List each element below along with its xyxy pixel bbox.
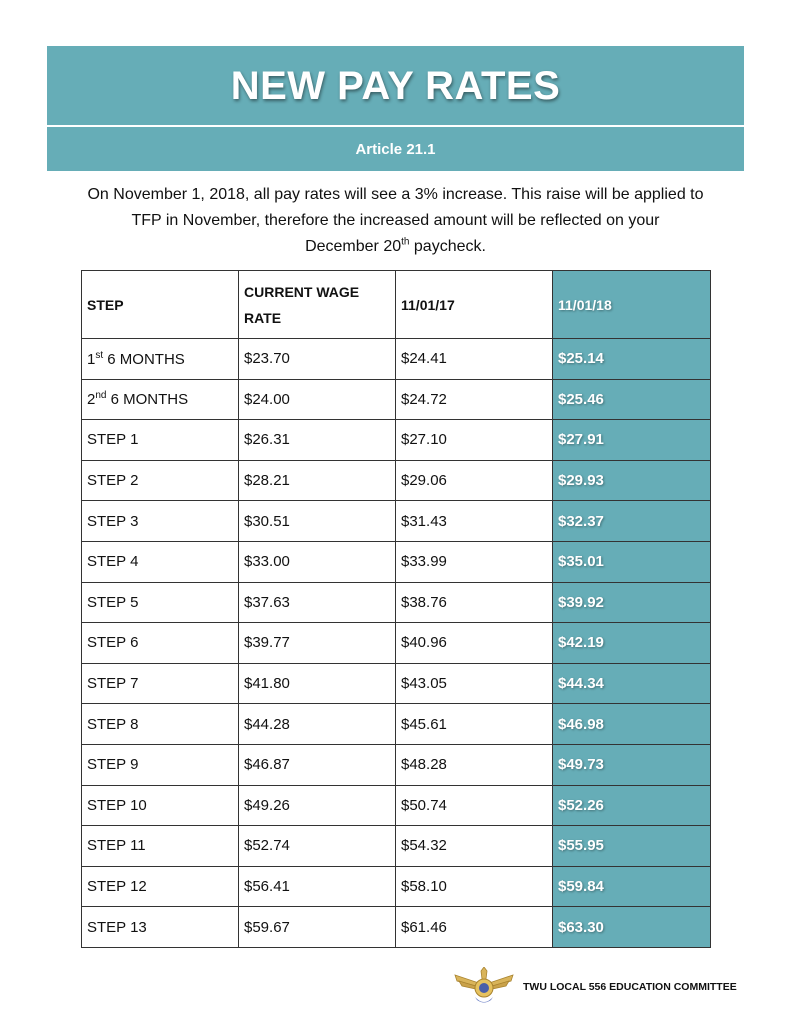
step-cell xyxy=(82,663,239,704)
step-label: STEP 12 xyxy=(87,878,147,896)
step-cell xyxy=(82,704,239,745)
step-label: STEP 6 xyxy=(87,634,139,652)
header-current-line-2: RATE xyxy=(244,309,282,326)
winged-emblem-icon xyxy=(453,967,515,1007)
step-cell xyxy=(82,744,239,785)
rate-2018-cell: $42.19 xyxy=(553,623,711,664)
rate-2017-cell: $33.99 xyxy=(396,541,553,582)
header-date-2017: 11/01/17 xyxy=(396,271,553,339)
intro-line-1: On November 1, 2018, all pay rates will see a 3% increase. This raise will be applied to xyxy=(87,186,704,203)
header-step: STEP xyxy=(82,271,239,339)
rate-2018-cell: $59.84 xyxy=(553,866,711,907)
table-row xyxy=(82,866,711,907)
intro-paragraph xyxy=(60,182,731,260)
current-wage-cell: $52.74 xyxy=(239,826,396,867)
table-row xyxy=(82,744,711,785)
rate-2018-cell: $27.91 xyxy=(553,420,711,461)
table-header-row xyxy=(82,271,711,339)
page-title: NEW PAY RATES xyxy=(230,63,561,108)
rate-2017-cell: $58.10 xyxy=(396,866,553,907)
step-cell xyxy=(82,623,239,664)
current-wage-cell: $28.21 xyxy=(239,460,396,501)
intro-line-3-sup: th xyxy=(401,236,410,248)
step-cell xyxy=(82,339,239,380)
table-row xyxy=(82,663,711,704)
step-label-suffix: 6 MONTHS xyxy=(106,391,189,409)
step-cell xyxy=(82,420,239,461)
rate-2018-cell: $55.95 xyxy=(553,826,711,867)
rate-2018-cell: $25.14 xyxy=(553,339,711,380)
rate-2018-cell: $49.73 xyxy=(553,744,711,785)
table-row xyxy=(82,704,711,745)
current-wage-cell: $39.77 xyxy=(239,623,396,664)
step-label: STEP 7 xyxy=(87,675,139,693)
rate-2017-cell: $54.32 xyxy=(396,826,553,867)
step-label: STEP 9 xyxy=(87,756,139,774)
rate-2018-cell: $52.26 xyxy=(553,785,711,826)
table-row xyxy=(82,541,711,582)
intro-line-3-pre: December 20 xyxy=(305,238,402,255)
current-wage-cell: $33.00 xyxy=(239,541,396,582)
step-cell xyxy=(82,826,239,867)
step-label: STEP 11 xyxy=(87,837,146,855)
step-label-suffix: 6 MONTHS xyxy=(103,350,185,368)
rate-2017-cell: $24.72 xyxy=(396,379,553,420)
header-current-wage xyxy=(239,271,396,339)
table-row xyxy=(82,339,711,380)
step-label: STEP 5 xyxy=(87,593,139,611)
step-label: STEP 13 xyxy=(87,918,147,936)
intro-line-3-post: paycheck. xyxy=(409,238,486,255)
current-wage-cell: $41.80 xyxy=(239,663,396,704)
rate-2017-cell: $45.61 xyxy=(396,704,553,745)
step-label: STEP 3 xyxy=(87,512,139,530)
rate-2017-cell: $29.06 xyxy=(396,460,553,501)
step-cell xyxy=(82,379,239,420)
pay-rates-table xyxy=(81,270,711,948)
table-row xyxy=(82,582,711,623)
current-wage-cell: $46.87 xyxy=(239,744,396,785)
step-cell xyxy=(82,866,239,907)
current-wage-cell: $26.31 xyxy=(239,420,396,461)
footer xyxy=(453,967,753,1007)
table-row xyxy=(82,623,711,664)
step-cell xyxy=(82,541,239,582)
current-wage-cell: $44.28 xyxy=(239,704,396,745)
rate-2017-cell: $48.28 xyxy=(396,744,553,785)
step-label: STEP 10 xyxy=(87,796,147,814)
step-label: STEP 2 xyxy=(87,472,139,490)
header-current-line-1: CURRENT WAGE xyxy=(244,283,360,300)
current-wage-cell: $59.67 xyxy=(239,907,396,948)
current-wage-cell: $23.70 xyxy=(239,339,396,380)
step-cell xyxy=(82,907,239,948)
step-ordinal-suffix: nd xyxy=(95,390,107,402)
rate-2017-cell: $27.10 xyxy=(396,420,553,461)
step-label: 2 xyxy=(87,391,96,409)
table-row xyxy=(82,907,711,948)
current-wage-cell: $56.41 xyxy=(239,866,396,907)
table-row xyxy=(82,379,711,420)
rate-2018-cell: $29.93 xyxy=(553,460,711,501)
table-row xyxy=(82,420,711,461)
step-ordinal-suffix: st xyxy=(95,349,104,361)
step-label: 1 xyxy=(87,350,96,368)
step-label: STEP 4 xyxy=(87,553,139,571)
step-cell xyxy=(82,582,239,623)
rate-2018-cell: $46.98 xyxy=(553,704,711,745)
rate-2017-cell: $31.43 xyxy=(396,501,553,542)
step-cell xyxy=(82,460,239,501)
rate-2017-cell: $43.05 xyxy=(396,663,553,704)
header-banner xyxy=(47,46,744,171)
table-row xyxy=(82,826,711,867)
rate-2018-cell: $25.46 xyxy=(553,379,711,420)
intro-line-2: TFP in November, therefore the increased amount will be reflected on your xyxy=(131,212,660,229)
current-wage-cell: $24.00 xyxy=(239,379,396,420)
article-subtitle: Article 21.1 xyxy=(355,140,436,158)
current-wage-cell: $37.63 xyxy=(239,582,396,623)
rate-2018-cell: $35.01 xyxy=(553,541,711,582)
step-label: STEP 8 xyxy=(87,715,139,733)
table-row xyxy=(82,501,711,542)
rate-2017-cell: $38.76 xyxy=(396,582,553,623)
rate-2017-cell: $40.96 xyxy=(396,623,553,664)
current-wage-cell: $30.51 xyxy=(239,501,396,542)
rate-2018-cell: $32.37 xyxy=(553,501,711,542)
step-cell xyxy=(82,785,239,826)
step-label: STEP 1 xyxy=(87,431,139,449)
table-row xyxy=(82,785,711,826)
rate-2018-cell: $63.30 xyxy=(553,907,711,948)
footer-committee-text: TWU LOCAL 556 EDUCATION COMMITTEE xyxy=(523,981,737,993)
header-date-2018: 11/01/18 xyxy=(553,271,711,339)
rate-2018-cell: $44.34 xyxy=(553,663,711,704)
intro-line-3 xyxy=(60,234,731,260)
step-cell xyxy=(82,501,239,542)
table-row xyxy=(82,460,711,501)
rate-2017-cell: $50.74 xyxy=(396,785,553,826)
current-wage-cell: $49.26 xyxy=(239,785,396,826)
rate-2017-cell: $61.46 xyxy=(396,907,553,948)
rate-2017-cell: $24.41 xyxy=(396,339,553,380)
rate-2018-cell: $39.92 xyxy=(553,582,711,623)
